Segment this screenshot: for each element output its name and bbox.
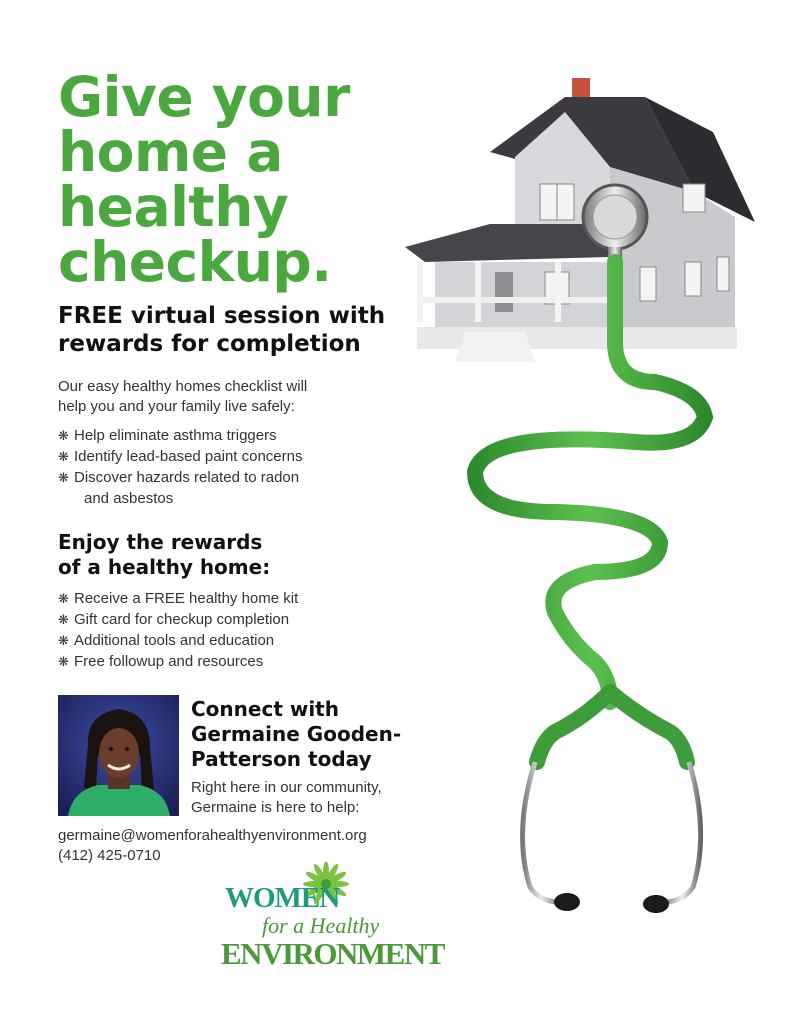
- bullet-icon: ❋: [58, 612, 69, 627]
- bullet-icon: ❋: [58, 654, 69, 669]
- checklist: [58, 425, 302, 509]
- bullet-icon: ❋: [58, 633, 69, 648]
- list-item: ❋ Discover hazards related to radon and asbestos: [58, 467, 302, 509]
- contact-title: Connect with Germaine Gooden- Patterson today: [191, 697, 402, 771]
- rewards-list: [58, 588, 298, 672]
- list-item: ❋ Gift card for checkup completion: [58, 611, 290, 628]
- bullet-icon: ❋: [58, 449, 69, 464]
- house-stethoscope-illustration: [395, 72, 775, 922]
- logo-text-women: WOMEN: [225, 882, 340, 914]
- contact-phone[interactable]: (412) 425-0710: [58, 847, 161, 864]
- logo-text-tagline: for a Healthy: [262, 913, 380, 938]
- intro-paragraph: [58, 377, 378, 417]
- subheadline-line: FREE virtual session with: [58, 303, 386, 329]
- earpiece-icon: [643, 895, 669, 913]
- bullet-icon: ❋: [58, 428, 69, 443]
- rewards-title: Enjoy the rewards of a healthy home:: [58, 530, 271, 579]
- subheadline: [58, 302, 398, 358]
- contact-description: Right here in our community, Germaine is here to help:: [191, 779, 382, 816]
- headline: [58, 65, 388, 294]
- bullet-icon: ❋: [58, 591, 69, 606]
- list-item: ❋ Free followup and resources: [58, 653, 264, 670]
- intro-line: help you and your family live safely:: [58, 398, 295, 415]
- intro-line: Our easy healthy homes checklist will: [58, 378, 308, 395]
- headline-line: Give your: [58, 65, 350, 129]
- list-item: ❋ Additional tools and education: [58, 632, 275, 649]
- headline-line: checkup.: [58, 230, 332, 294]
- earpiece-icon: [554, 893, 580, 911]
- person-portrait-icon: [58, 695, 179, 816]
- logo-text-environment: ENVIRONMENT: [221, 936, 444, 971]
- house-icon: [405, 78, 755, 362]
- list-item: ❋ Receive a FREE healthy home kit: [58, 590, 299, 607]
- list-item-continuation: and asbestos: [84, 490, 174, 507]
- headline-line: healthy: [58, 175, 289, 239]
- contact-email[interactable]: germaine@womenforahealthyenvironment.org: [58, 827, 367, 844]
- headline-line: home a: [58, 120, 283, 184]
- contact-photo: [58, 695, 179, 816]
- bullet-icon: ❋: [58, 470, 69, 485]
- list-item: ❋ Identify lead-based paint concerns: [58, 448, 303, 465]
- list-item: ❋ Help eliminate asthma triggers: [58, 427, 277, 444]
- subheadline-line: rewards for completion: [58, 331, 361, 357]
